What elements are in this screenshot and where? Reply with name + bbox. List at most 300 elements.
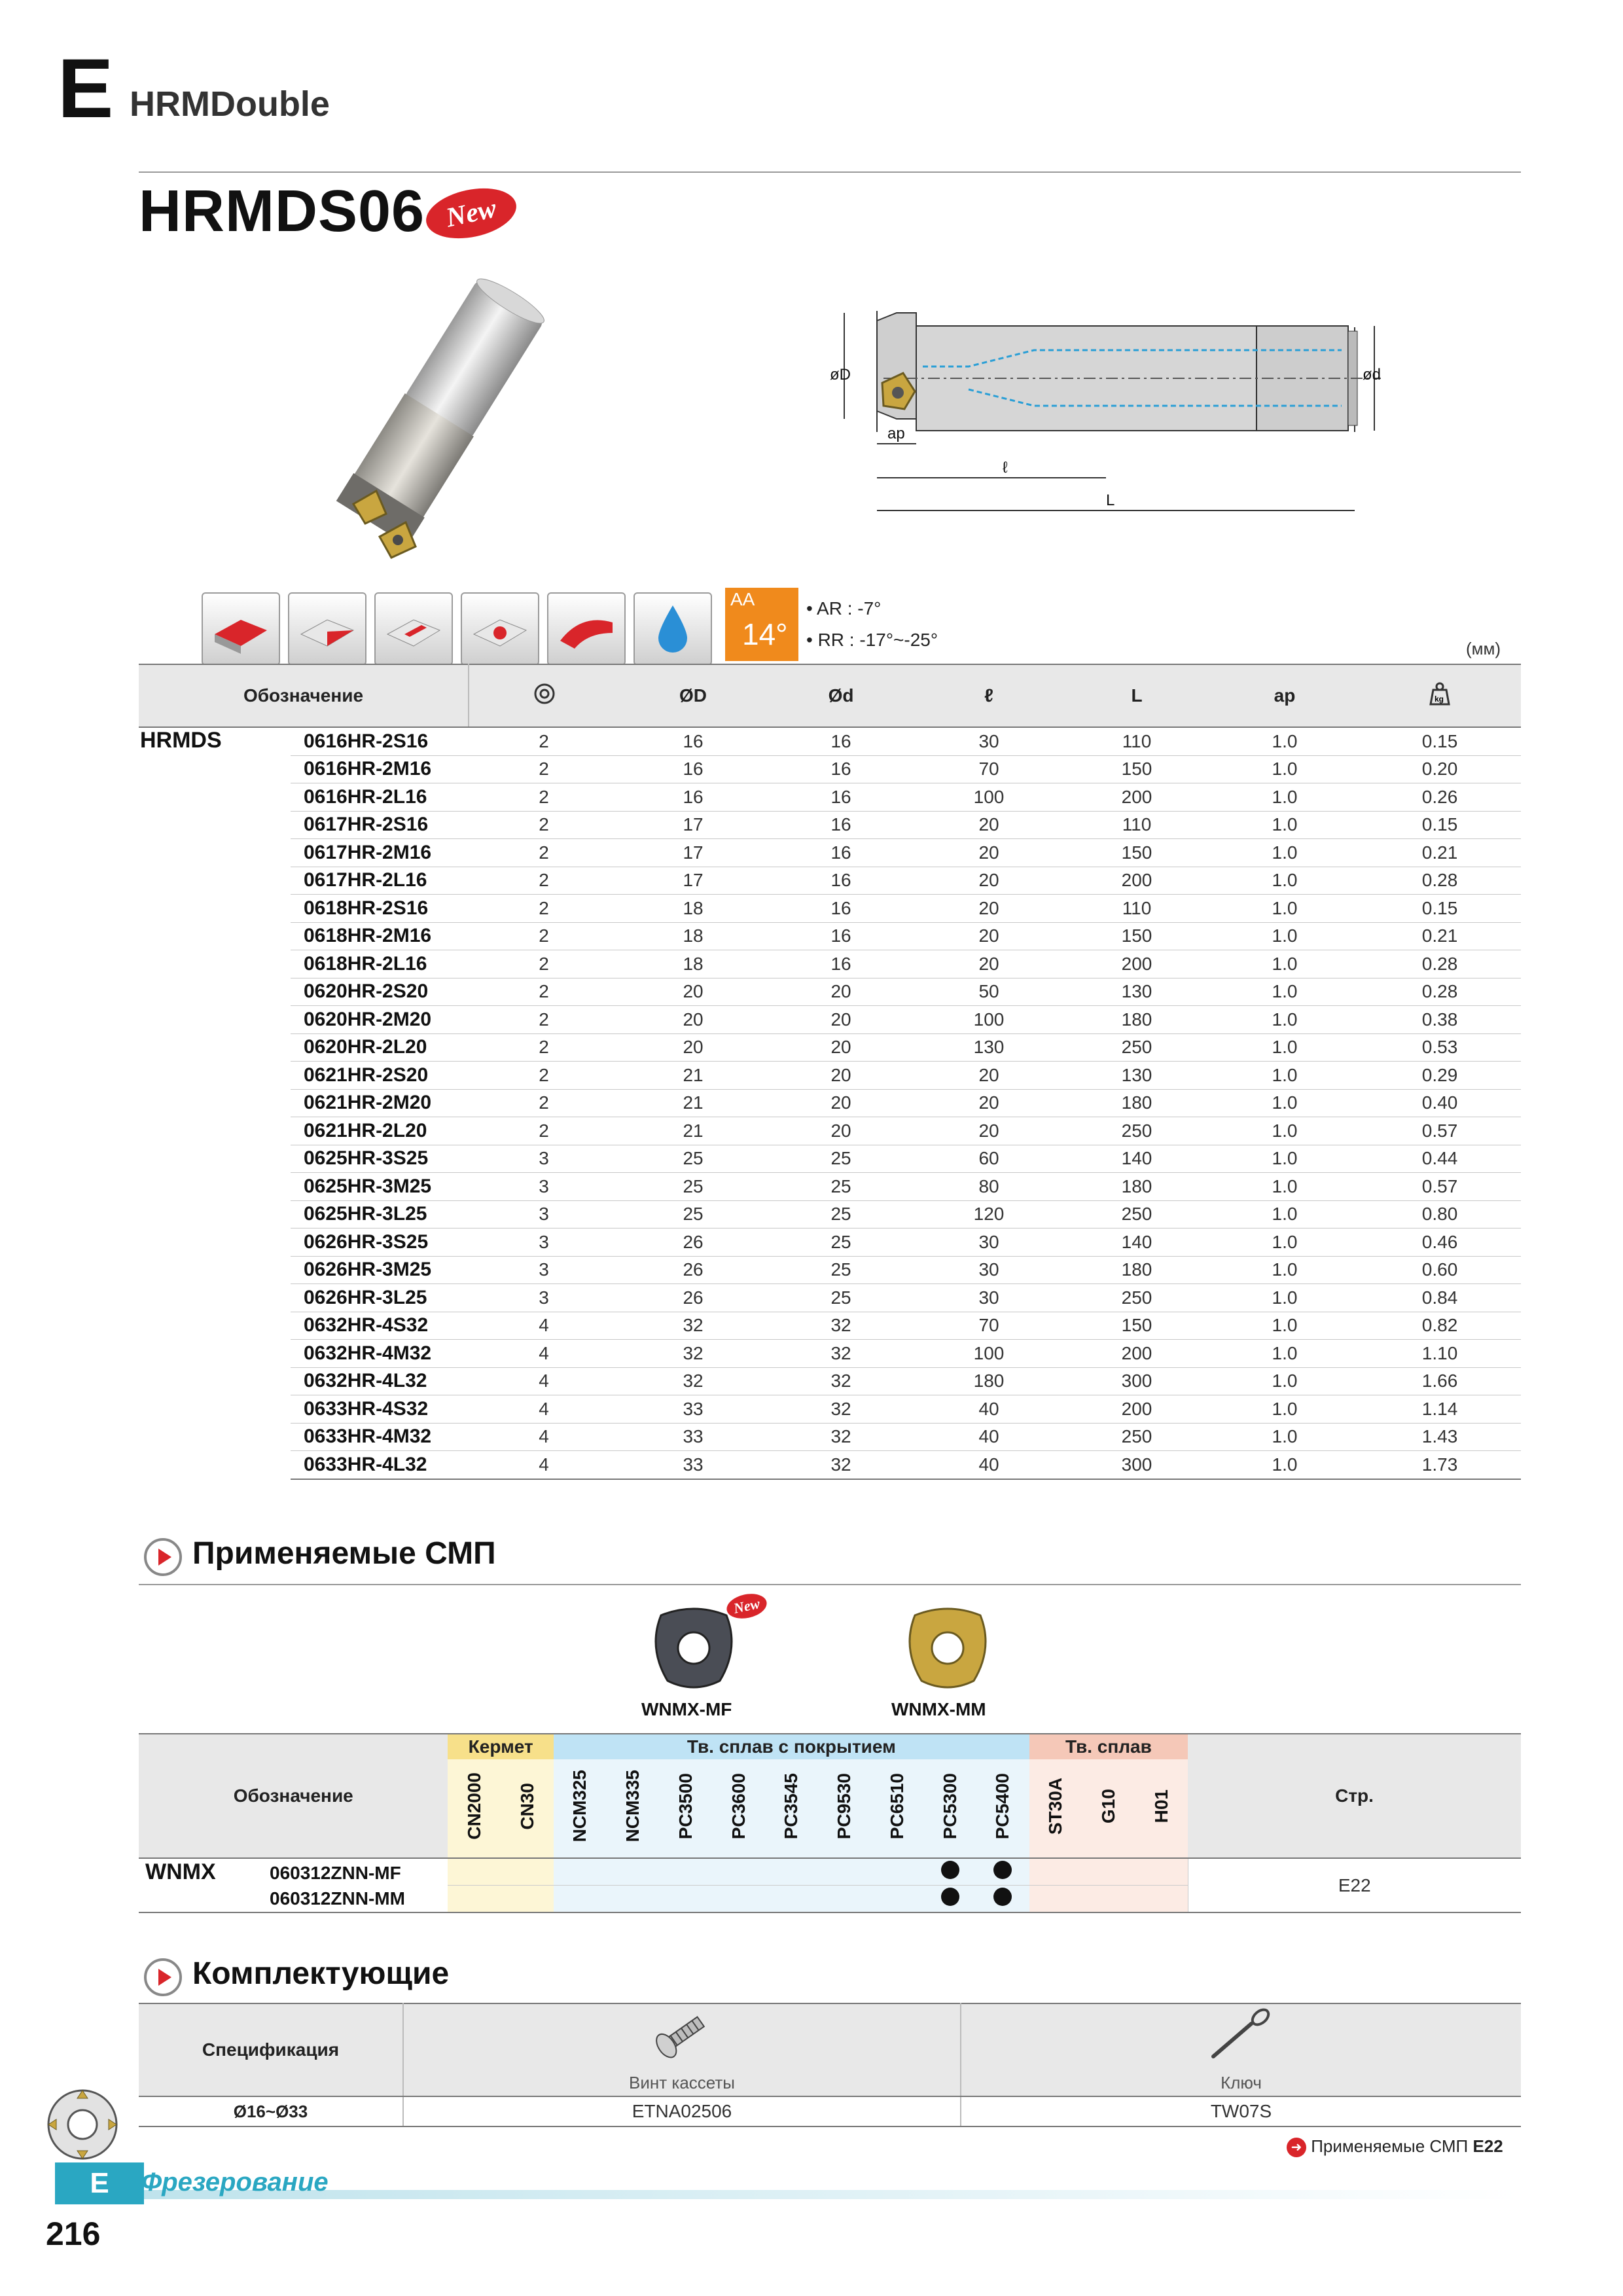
table-cell: 3	[469, 1200, 619, 1229]
holder-code: 0618HR-2S16	[291, 895, 469, 923]
table-cell: 33	[619, 1451, 767, 1479]
table-cell: 250	[1063, 1033, 1211, 1062]
grade-availability-cell	[1082, 1858, 1135, 1886]
availability-dot	[993, 1888, 1012, 1906]
table-cell: 16	[767, 811, 915, 839]
table-row	[139, 1006, 1521, 1034]
table-cell: 1.0	[1211, 1367, 1359, 1395]
table-cell: 1.10	[1359, 1340, 1521, 1368]
table-cell: 140	[1063, 1145, 1211, 1173]
accessories-section-title: Комплектующие	[192, 1956, 450, 1991]
grade-availability-cell	[1135, 1858, 1188, 1886]
table-cell: 180	[915, 1367, 1063, 1395]
grade-name: H01	[1150, 1789, 1171, 1823]
table-cell: 2	[469, 1033, 619, 1062]
header-divider	[139, 171, 1521, 173]
table-cell: 2	[469, 839, 619, 867]
grade-availability-cell	[607, 1858, 660, 1886]
table-cell: 18	[619, 950, 767, 978]
col-l: ℓ	[915, 664, 1063, 727]
shoulder-milling-icon	[288, 592, 366, 666]
table-cell: 0.82	[1359, 1312, 1521, 1340]
table-cell: 0.15	[1359, 811, 1521, 839]
grade-availability-cell	[554, 1858, 607, 1886]
grade-name: PC3600	[728, 1772, 749, 1840]
table-cell: 21	[619, 1089, 767, 1117]
table-cell: 300	[1063, 1367, 1211, 1395]
table-cell: 4	[469, 1312, 619, 1340]
table-cell: 16	[767, 755, 915, 783]
accessories-table	[139, 2003, 1521, 2127]
insert-mf-label: WNMX-MF	[641, 1699, 732, 1719]
table-cell: 32	[767, 1423, 915, 1451]
diameter-D-label: øD	[830, 366, 851, 384]
table-cell: 17	[619, 867, 767, 895]
table-cell: 16	[767, 727, 915, 755]
table-cell: 250	[1063, 1284, 1211, 1312]
grade-name: CN30	[516, 1782, 537, 1830]
holder-code: 0625HR-3M25	[291, 1173, 469, 1201]
diameter-d-label: ød	[1363, 366, 1382, 384]
grade-header	[1029, 1759, 1082, 1858]
insert-code-cell	[139, 1886, 448, 1913]
holder-code: 0620HR-2M20	[291, 1006, 469, 1034]
availability-dot	[941, 1888, 959, 1906]
table-cell: 0.26	[1359, 783, 1521, 812]
grade-availability-cell	[712, 1886, 765, 1913]
table-cell: 25	[619, 1200, 767, 1229]
group-cermet: Кермет	[448, 1734, 554, 1759]
grade-availability-cell	[870, 1858, 923, 1886]
table-cell: 2	[469, 783, 619, 812]
screw-label: Винт кассеты	[403, 2070, 961, 2096]
holder-code: 0616HR-2L16	[291, 783, 469, 812]
table-cell: 32	[619, 1340, 767, 1368]
table-cell: 0.28	[1359, 867, 1521, 895]
col-dD: ØD	[619, 664, 767, 727]
group-coated: Тв. сплав с покрытием	[554, 1734, 1029, 1759]
footer-chapter: E	[55, 2162, 144, 2204]
page-title: HRMDS06	[139, 179, 425, 244]
holder-code: 0621HR-2S20	[291, 1062, 469, 1090]
table-cell: 200	[1063, 783, 1211, 812]
table-cell: 140	[1063, 1229, 1211, 1257]
table-cell: 30	[915, 1229, 1063, 1257]
table-cell: 20	[915, 1117, 1063, 1145]
table-cell: 16	[767, 839, 915, 867]
table-cell: 3	[469, 1284, 619, 1312]
table-cell: 2	[469, 727, 619, 755]
table-cell: 20	[619, 978, 767, 1006]
table-cell: 1.0	[1211, 839, 1359, 867]
table-cell: 1.0	[1211, 1173, 1359, 1201]
weight-icon-label: kg	[1435, 694, 1444, 704]
insert-family: WNMX	[145, 1859, 216, 1884]
table-cell: 180	[1063, 1006, 1211, 1034]
table-cell: 1.73	[1359, 1451, 1521, 1479]
table-cell: 2	[469, 950, 619, 978]
table-row	[139, 1256, 1521, 1284]
profile-milling-icon	[547, 592, 626, 666]
table-row	[139, 895, 1521, 923]
table-cell: 1.0	[1211, 1256, 1359, 1284]
table-cell: 150	[1063, 1312, 1211, 1340]
table-cell: 0.40	[1359, 1089, 1521, 1117]
holder-code: 0620HR-2L20	[291, 1033, 469, 1062]
table-cell: 16	[619, 727, 767, 755]
grade-name: PC5400	[992, 1772, 1013, 1840]
key-icon	[1205, 2005, 1277, 2064]
col-L: L	[1063, 664, 1211, 727]
table-cell: 20	[915, 922, 1063, 950]
table-cell: 1.0	[1211, 1062, 1359, 1090]
table-row	[139, 1089, 1521, 1117]
grade-header	[923, 1759, 976, 1858]
table-cell: 1.0	[1211, 783, 1359, 812]
group-carbide: Тв. сплав	[1029, 1734, 1188, 1759]
table-cell: 130	[1063, 978, 1211, 1006]
table-cell: 0.60	[1359, 1256, 1521, 1284]
chapter-letter: E	[58, 42, 114, 135]
table-row	[139, 783, 1521, 812]
grade-header	[659, 1759, 712, 1858]
table-cell: 0.44	[1359, 1145, 1521, 1173]
grade-header	[554, 1759, 607, 1858]
table-cell: 1.0	[1211, 727, 1359, 755]
insert-code: 060312ZNN-MM	[270, 1888, 405, 1909]
screw-icon	[646, 2005, 718, 2064]
grade-header	[1135, 1759, 1188, 1858]
table-cell: 2	[469, 1089, 619, 1117]
holder-code: 0633HR-4M32	[291, 1423, 469, 1451]
insert-code: 060312ZNN-MF	[270, 1862, 401, 1883]
grade-name: NCM325	[569, 1770, 590, 1842]
grade-availability-cell	[923, 1886, 976, 1913]
table-cell: 30	[915, 1256, 1063, 1284]
holder-code: 0621HR-2M20	[291, 1089, 469, 1117]
table-cell: 1.0	[1211, 755, 1359, 783]
table-cell: 130	[1063, 1062, 1211, 1090]
table-cell: 2	[469, 867, 619, 895]
table-cell: 4	[469, 1423, 619, 1451]
table-cell: 0.21	[1359, 839, 1521, 867]
holder-code: 0618HR-2M16	[291, 922, 469, 950]
table-cell: 150	[1063, 839, 1211, 867]
table-cell: 1.0	[1211, 1284, 1359, 1312]
holder-code: 0632HR-4S32	[291, 1312, 469, 1340]
holder-code: 0621HR-2L20	[291, 1117, 469, 1145]
table-cell: 40	[915, 1451, 1063, 1479]
table-cell: 20	[915, 895, 1063, 923]
table-header	[139, 664, 1521, 727]
table-cell: 16	[767, 950, 915, 978]
grade-availability-cell	[1029, 1886, 1082, 1913]
table-cell: 20	[915, 867, 1063, 895]
table-cell: 17	[619, 839, 767, 867]
table-cell: 4	[469, 1367, 619, 1395]
table-cell: 2	[469, 978, 619, 1006]
grade-name: ST30A	[1045, 1777, 1066, 1835]
table-cell: 0.57	[1359, 1117, 1521, 1145]
grade-availability-cell	[501, 1858, 554, 1886]
grade-header	[870, 1759, 923, 1858]
table-cell: 1.0	[1211, 950, 1359, 978]
table-cell: 1.0	[1211, 1200, 1359, 1229]
table-cell: 80	[915, 1173, 1063, 1201]
table-cell: 25	[767, 1229, 915, 1257]
holder-code: 0633HR-4S32	[291, 1395, 469, 1424]
table-cell: 1.0	[1211, 1395, 1359, 1424]
grade-availability-cell	[976, 1886, 1029, 1913]
table-cell: 20	[915, 839, 1063, 867]
page-number: 216	[46, 2215, 101, 2252]
table-row	[139, 867, 1521, 895]
table-cell: 32	[767, 1367, 915, 1395]
holder-code: 0626HR-3L25	[291, 1284, 469, 1312]
holder-code: 0632HR-4L32	[291, 1367, 469, 1395]
table-cell: 20	[767, 1033, 915, 1062]
key-label: Ключ	[961, 2070, 1521, 2096]
table-cell: 2	[469, 811, 619, 839]
grade-availability-cell	[765, 1886, 818, 1913]
table-cell: 100	[915, 1340, 1063, 1368]
table-cell: 200	[1063, 867, 1211, 895]
table-cell: 18	[619, 922, 767, 950]
grade-name: PC3500	[675, 1772, 696, 1840]
table-cell: 40	[915, 1395, 1063, 1424]
arrow-circle-icon: ➜	[1287, 2138, 1306, 2157]
angle-code: AA	[730, 589, 755, 609]
table-row	[139, 1284, 1521, 1312]
table-row	[139, 1117, 1521, 1145]
table-cell: 0.21	[1359, 922, 1521, 950]
radial-rake: • RR : -17°~-25°	[806, 630, 938, 650]
insert-reference-link[interactable]	[1287, 2136, 1503, 2157]
table-cell: 20	[767, 1089, 915, 1117]
table-row	[139, 1173, 1521, 1201]
table-cell: 20	[619, 1006, 767, 1034]
table-cell: 1.0	[1211, 1006, 1359, 1034]
grade-header	[712, 1759, 765, 1858]
table-cell: 1.0	[1211, 1117, 1359, 1145]
grade-availability-cell	[448, 1886, 501, 1913]
reference-page: E22	[1472, 2136, 1503, 2156]
table-cell: 250	[1063, 1423, 1211, 1451]
table-row	[139, 727, 1521, 755]
reference-text: Применяемые СМП	[1311, 2136, 1469, 2156]
holder-code: 0626HR-3S25	[291, 1229, 469, 1257]
table-cell: 26	[619, 1229, 767, 1257]
holder-code: 0617HR-2S16	[291, 811, 469, 839]
grade-name: PC5300	[939, 1772, 960, 1840]
holder-code: 0616HR-2S16	[291, 727, 469, 755]
table-cell: 20	[767, 1062, 915, 1090]
table-cell: 32	[767, 1340, 915, 1368]
table-cell: 20	[915, 950, 1063, 978]
table-cell: 1.0	[1211, 1451, 1359, 1479]
table-cell: 32	[619, 1312, 767, 1340]
grade-header	[765, 1759, 818, 1858]
tool-photo	[314, 262, 681, 563]
col-weight	[1359, 664, 1521, 727]
insert-row	[139, 1858, 1521, 1886]
table-cell: 32	[767, 1312, 915, 1340]
table-cell: 0.29	[1359, 1062, 1521, 1090]
table-row	[139, 811, 1521, 839]
availability-dot	[941, 1861, 959, 1879]
page-header: Стр.	[1188, 1734, 1521, 1858]
table-cell: 4	[469, 1451, 619, 1479]
table-cell: 25	[619, 1145, 767, 1173]
table-cell: 0.46	[1359, 1229, 1521, 1257]
inserts-section-title: Применяемые СМП	[192, 1536, 496, 1571]
table-cell: 1.0	[1211, 1340, 1359, 1368]
table-cell: 0.80	[1359, 1200, 1521, 1229]
insert-mf-image	[641, 1602, 746, 1694]
table-cell: 32	[767, 1451, 915, 1479]
table-row	[139, 922, 1521, 950]
table-cell: 200	[1063, 1395, 1211, 1424]
grade-availability-cell	[501, 1886, 554, 1913]
table-cell: 0.20	[1359, 755, 1521, 783]
table-cell: 0.15	[1359, 895, 1521, 923]
table-cell: 25	[767, 1200, 915, 1229]
table-cell: 26	[619, 1284, 767, 1312]
table-cell: 21	[619, 1117, 767, 1145]
table-cell: 20	[767, 1117, 915, 1145]
table-cell: 1.43	[1359, 1423, 1521, 1451]
table-cell: 32	[619, 1367, 767, 1395]
table-row	[139, 755, 1521, 783]
grade-availability-cell	[976, 1858, 1029, 1886]
table-cell: 33	[619, 1395, 767, 1424]
table-cell: 4	[469, 1395, 619, 1424]
pocket-milling-icon	[461, 592, 539, 666]
inserts-divider	[139, 1584, 1521, 1585]
table-cell: 2	[469, 1117, 619, 1145]
table-cell: 1.14	[1359, 1395, 1521, 1424]
table-cell: 110	[1063, 811, 1211, 839]
table-cell: 21	[619, 1062, 767, 1090]
table-cell: 150	[1063, 755, 1211, 783]
ap-label: ap	[887, 425, 905, 442]
table-cell: 2	[469, 922, 619, 950]
table-row	[139, 1062, 1521, 1090]
length-l-label: ℓ	[1003, 459, 1008, 476]
col-teeth	[469, 664, 619, 727]
grade-header	[607, 1759, 660, 1858]
table-row	[139, 978, 1521, 1006]
weight-icon	[1425, 681, 1454, 707]
grade-name: CN2000	[463, 1772, 484, 1840]
grade-name: PC3545	[781, 1772, 802, 1840]
table-cell: 3	[469, 1229, 619, 1257]
axial-rake: • AR : -7°	[806, 598, 882, 619]
holder-code: 0617HR-2M16	[291, 839, 469, 867]
grade-availability-cell	[818, 1886, 871, 1913]
grade-availability-cell	[1029, 1858, 1082, 1886]
holder-code: 0617HR-2L16	[291, 867, 469, 895]
col-ap: ap	[1211, 664, 1359, 727]
insert-mm-label: WNMX-MM	[891, 1699, 986, 1719]
table-cell: 180	[1063, 1173, 1211, 1201]
table-cell: 16	[767, 867, 915, 895]
table-cell: 1.0	[1211, 1089, 1359, 1117]
table-cell: 1.0	[1211, 922, 1359, 950]
grade-name: G10	[1097, 1789, 1118, 1823]
table-cell: 40	[915, 1423, 1063, 1451]
availability-dot	[993, 1861, 1012, 1879]
table-cell: 16	[619, 755, 767, 783]
table-cell: 4	[469, 1340, 619, 1368]
insert-new-badge: New	[724, 1590, 769, 1622]
holder-code: 0618HR-2L16	[291, 950, 469, 978]
table-cell: 1.0	[1211, 1423, 1359, 1451]
grade-availability-cell	[1082, 1886, 1135, 1913]
table-row	[139, 1145, 1521, 1173]
unit-label: (мм)	[1466, 639, 1501, 658]
family-name: HRMDS	[140, 728, 222, 753]
table-row	[139, 1200, 1521, 1229]
grade-availability-cell	[607, 1886, 660, 1913]
table-row	[139, 1423, 1521, 1451]
grade-name: PC6510	[886, 1772, 907, 1840]
grade-availability-cell	[712, 1858, 765, 1886]
spec-header: Спецификация	[139, 2003, 403, 2096]
table-cell: 180	[1063, 1089, 1211, 1117]
screw-code: ETNA02506	[403, 2096, 961, 2126]
table-cell: 2	[469, 755, 619, 783]
table-cell: 20	[915, 1089, 1063, 1117]
footer-bar	[144, 2190, 1521, 2199]
table-cell: 200	[1063, 1340, 1211, 1368]
table-cell: 1.0	[1211, 978, 1359, 1006]
col-designation: Обозначение	[139, 664, 469, 727]
slot-milling-icon	[374, 592, 453, 666]
table-cell: 1.0	[1211, 895, 1359, 923]
table-cell: 20	[915, 1062, 1063, 1090]
holder-code: 0616HR-2M16	[291, 755, 469, 783]
face-milling-icon	[202, 592, 280, 666]
table-row	[139, 1312, 1521, 1340]
series-name: HRMDouble	[130, 84, 330, 124]
key-code: TW07S	[961, 2096, 1521, 2126]
holder-code: 0625HR-3S25	[291, 1145, 469, 1173]
grade-name: NCM335	[622, 1770, 643, 1842]
table-cell: 25	[767, 1145, 915, 1173]
table-cell: 130	[915, 1033, 1063, 1062]
table-row	[139, 1451, 1521, 1479]
table-cell: 32	[767, 1395, 915, 1424]
table-cell: 30	[915, 1284, 1063, 1312]
table-cell: 25	[767, 1173, 915, 1201]
holder-code: 0626HR-3M25	[291, 1256, 469, 1284]
table-row	[139, 1340, 1521, 1368]
tool-drawing	[818, 275, 1394, 530]
table-cell: 25	[767, 1256, 915, 1284]
grade-header	[501, 1759, 554, 1858]
grade-availability-cell	[554, 1886, 607, 1913]
insert-page-ref[interactable]: E22	[1188, 1858, 1521, 1912]
table-cell: 200	[1063, 950, 1211, 978]
table-cell: 18	[619, 895, 767, 923]
table-cell: 1.66	[1359, 1367, 1521, 1395]
table-cell: 25	[619, 1173, 767, 1201]
col-dd: Ød	[767, 664, 915, 727]
table-cell: 0.53	[1359, 1033, 1521, 1062]
grade-availability-cell	[659, 1858, 712, 1886]
grade-availability-cell	[870, 1886, 923, 1913]
